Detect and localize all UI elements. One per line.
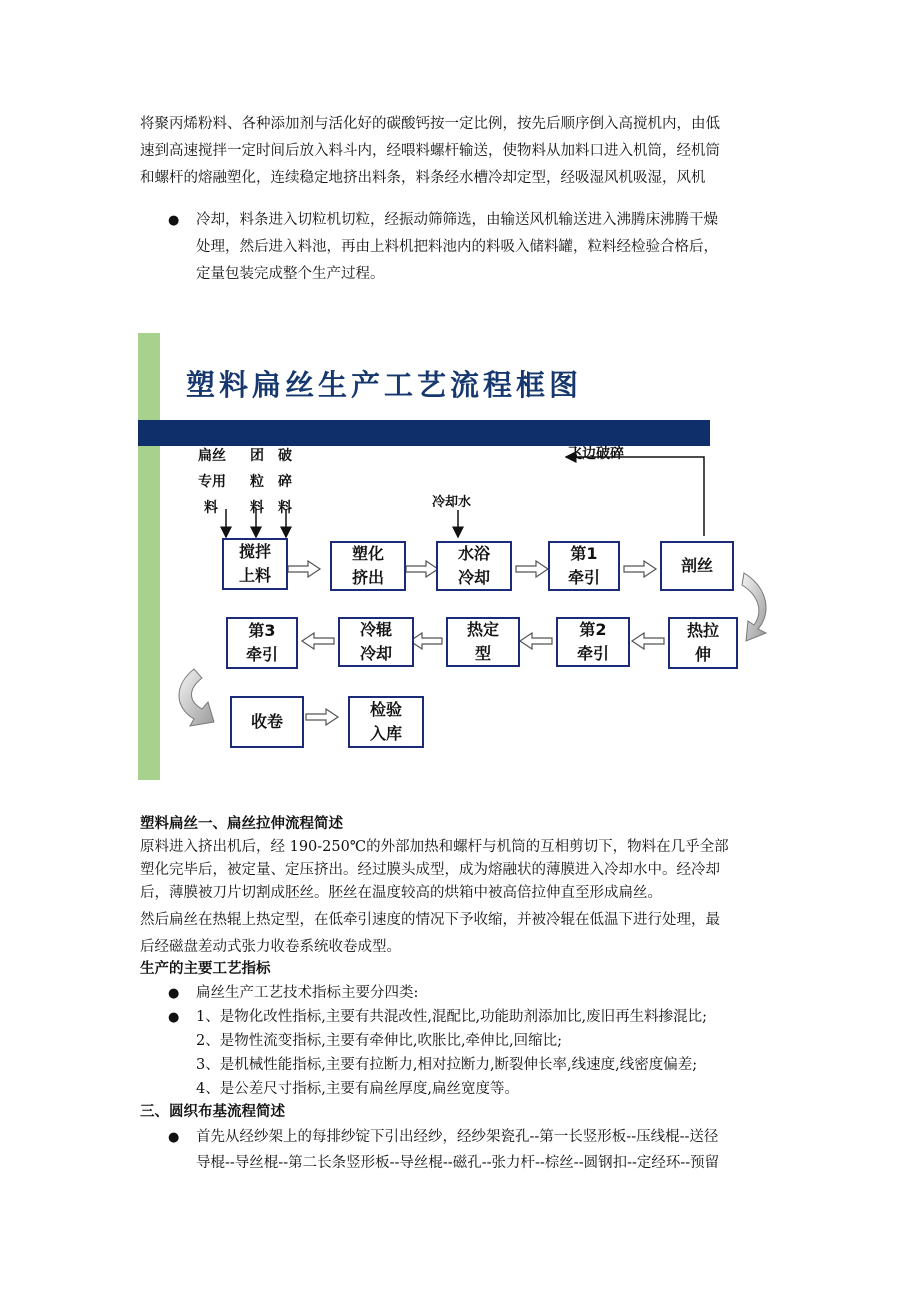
box-first-traction: 第1 牵引 [548,541,620,591]
bullet-item [168,980,792,1007]
bullet-icon: ● [168,213,180,228]
section2-item-2: 2、是物性流变指标,主要有牵伸比,吹胀比,牵伸比,回缩比; [196,1033,563,1049]
bullet-item [168,207,792,234]
section1-line-1: 原料进入挤出机后，经 190-250℃的外部加热和螺杆与机筒的互相剪切下，物料在几乎全部 [140,839,729,855]
section1-heading: 塑料扁丝一、扁丝拉伸流程简述 [140,816,343,832]
intro-line-2: 速到高速搅拌一定时间后放入料斗内，经喂料螺杆输送，使物料从加料口进入机筒，经机筒 [140,143,720,159]
section1-line-5: 后经磁盘差动式张力收卷系统收卷成型。 [140,939,401,955]
box-hot-stretch: 热拉 伸 [668,617,738,669]
input-label-special: 扁丝 专用 料 [198,448,226,516]
section2-item-4: 4、是公差尺寸指标,主要有扁丝厚度,扁丝宽度等。 [196,1081,519,1097]
box-winding: 收卷 [230,696,304,748]
row3-arrow [306,709,338,725]
curve-arrow-right [742,573,766,641]
feedback-line [566,457,704,536]
input-label-granule: 团 粒 料 [250,448,264,516]
bullet-icon: ● [168,986,180,1001]
curve-arrow-left [179,669,214,726]
intro-line-3: 和螺杆的熔融塑化，连续稳定地挤出料条，料条经水槽冷却定型，经吸湿风机吸湿，风机 [140,170,706,186]
box-second-traction: 第2 牵引 [556,617,630,667]
section2-bullet-2: 1、是物化改性指标,主要有共混改性,混配比,功能助剂添加比,废旧再生料掺混比; [196,1009,708,1025]
box-chill-roll-cool: 冷辊 冷却 [338,617,414,667]
section1-line-4: 然后扁丝在热辊上热定型，在低牵引速度的情况下予收缩，并被冷辊在低温下进行处理，最 [140,912,720,928]
box-inspect-store: 检验 入库 [348,696,424,748]
process-flow-diagram [138,333,778,780]
bullet1-line-2: 处理，然后进入料池，再由上料机把料池内的料吸入储料罐，粒料经检验合格后， [196,239,718,255]
box-third-traction: 第3 牵引 [226,617,298,669]
section2-bullet-1: 扁丝生产工艺技术指标主要分四类: [196,985,419,1001]
section1-line-3: 后，薄膜被刀片切割成胚丝。胚丝在温度较高的烘箱中被高倍拉伸直至形成扁丝。 [140,885,662,901]
section3-line-2: 导棍--导丝棍--第二长条竖形板--导丝棍--磁孔--张力杆--棕丝--圆钢扣--定经环--预留 [196,1155,720,1171]
bullet1-line-1: 冷却，料条进入切粒机切粒，经振动筛筛选，由输送风机输送进入沸腾床沸腾干燥 [196,212,718,228]
section3-line-1: 首先从经纱架上的每排纱锭下引出经纱，经纱架瓷孔--第一长竖形板--压线棍--送径 [196,1129,719,1145]
feedback-label: 飞边破碎 [568,446,624,462]
section1-line-2: 塑化完毕后，被定量、定压挤出。经过膜头成型，成为熔融状的薄膜进入冷却水中。经冷却 [140,862,720,878]
box-mixing-feeding: 搅拌 上料 [222,538,288,590]
input-label-crushed: 破 碎 料 [278,448,292,516]
section3-heading: 三、圆织布基流程简述 [140,1104,285,1120]
bullet-item [168,1124,792,1151]
section2-item-3: 3、是机械性能指标,主要有拉断力,相对拉断力,断裂伸长率,线速度,线密度偏差; [196,1057,698,1073]
bullet-item [168,1004,792,1031]
bullet-icon: ● [168,1130,180,1145]
bullet-icon: ● [168,1010,180,1025]
bullet1-line-3: 定量包装完成整个生产过程。 [196,266,385,282]
box-water-bath-cool: 水浴 冷却 [436,541,512,591]
cooling-water-label: 冷却水 [432,495,472,510]
box-plasticize-extrude: 塑化 挤出 [330,541,406,591]
figure-title: 塑料扁丝生产工艺流程框图 [186,368,583,402]
box-heat-setting: 热定 型 [446,617,520,667]
box-film-slitting: 剖丝 [660,541,734,591]
section2-heading: 生产的主要工艺指标 [140,961,271,977]
intro-line-1: 将聚丙烯粉料、各种添加剂与活化好的碳酸钙按一定比例，按先后顺序倒入高搅机内，由低 [140,116,720,132]
